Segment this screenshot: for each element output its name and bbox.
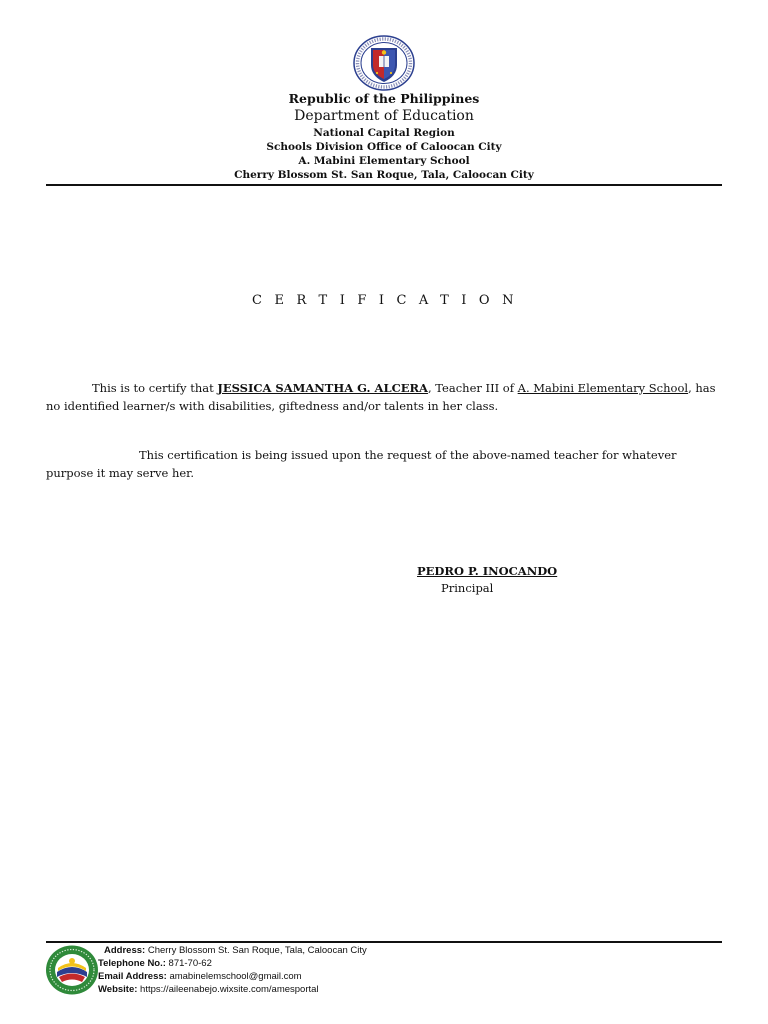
signatory-name: PEDRO P. INOCANDO (417, 564, 558, 578)
paragraph-intro: This is to certify that (92, 381, 218, 395)
certification-paragraph (46, 379, 718, 415)
footer-email-label: Email Address: (98, 971, 167, 982)
footer-website-label: Website: (98, 984, 138, 995)
school-name: A. Mabini Elementary School (517, 381, 689, 395)
footer-telephone-value: 871-70-62 (165, 958, 212, 969)
footer-address-value: Cherry Blossom St. San Roque, Tala, Caloocan City (145, 945, 367, 956)
footer-telephone (98, 958, 212, 969)
teacher-name: JESSICA SAMANTHA G. ALCERA (217, 381, 428, 395)
footer-address-label: Address: (104, 945, 146, 956)
deped-seal-icon (351, 35, 417, 91)
header-republic: Republic of the Philippines (288, 91, 480, 106)
footer-divider (46, 941, 722, 943)
footer-address (104, 945, 367, 956)
footer-email (98, 971, 302, 982)
school-logo-icon (44, 944, 100, 996)
header-school: A. Mabini Elementary School (298, 155, 470, 167)
header-region: National Capital Region (313, 127, 455, 139)
header-divider (46, 184, 722, 186)
header-division: Schools Division Office of Caloocan City (266, 141, 502, 153)
header-department: Department of Education (294, 108, 474, 124)
purpose-paragraph: This certification is being issued upon the request of the above-named teacher for whatever purpose it may serve her. (46, 448, 677, 480)
teacher-role: , Teacher III of (427, 381, 518, 395)
footer-website-link[interactable]: https://aileenabejo.wixsite.com/amesportal (137, 984, 319, 995)
paragraph-rest: , has no identified learner/s with disabilities, giftedness and/or talents in her class. (46, 381, 716, 413)
certificate-title: CERTIFICATION (252, 293, 526, 308)
header-address: Cherry Blossom St. San Roque, Tala, Caloocan City (234, 169, 534, 181)
footer-telephone-label: Telephone No.: (98, 958, 166, 969)
footer-email-value[interactable]: amabinelemschool@gmail.com (166, 971, 302, 982)
footer-website (98, 984, 319, 995)
signatory-position: Principal (441, 581, 494, 595)
